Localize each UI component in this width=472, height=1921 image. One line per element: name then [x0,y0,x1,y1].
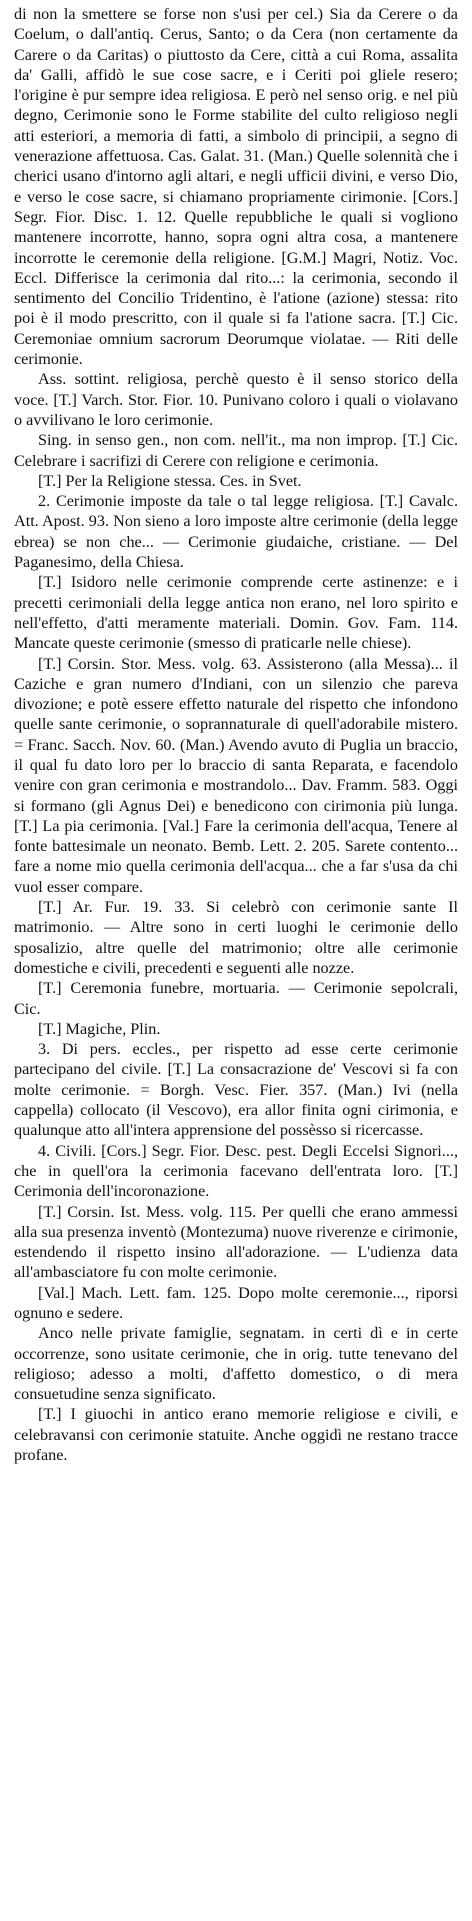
entry-paragraph-magiche: [T.] Magiche, Plin. [38,1019,161,1038]
entry-paragraph-sense-3: 3. Di pers. eccles., per rispetto ad esse certe cerimonie partecipano del civile. [T.] La consacrazione de' Vescovi si fa con molte cerimonie. = Borgh. Vesc. Fier. 357. (Man.) Ivi (nella cappella) collocato (il Vescovo), era allor finita ogni cirimonia, e qualunque atto all'intera apprensione del possèsso si ricercasse. [14,1040,458,1140]
entry-paragraph-corsin-stor: [T.] Corsin. Stor. Mess. volg. 63. Assisterono (alla Messa)... il Caziche e gran numero d'Indiani, con un silenzio che pareva divozione; e potè essere effetto naturale del rispetto che infondono quelle sante cerimonie, o soprannaturale di quell'adorabile mistero. = Franc. Sacch. Nov. 60. (Man.) Avendo avuto di Puglia un braccio, il qual fu dato loro per lo braccio di santa Reparata, e facendolo venire con gran cerimonia e mostrandolo... Dav. Framm. 583. Oggi si formano (gli Agnus Dei) e benedicono con cirimonia più lunga. [T.] La pia cerimonia. [Val.] Fare la cerimonia dell'acqua, Tenere al fonte battesimale un neonato. Bemb. Lett. 2. 205. Sarete contento... fare a nome mio quella cerimonia dell'acqua... che a far s'usa da chi vuol esser compare. [14,654,458,896]
entry-paragraph-sense-2: 2. Cerimonie imposte da tale o tal legge religiosa. [T.] Cavalc. Att. Apost. 93. Non sieno a loro imposte altre cerimonie (della legge ebrea) se non che... — Cerimonie giudaiche, cristiane. — Del Paganesimo, della Chiesa. [14,492,458,572]
entry-paragraph-giuochi: [T.] I giuochi in antico erano memorie religiose e civili, e celebravansi con cerimonie statuite. Anche oggidì ne restano tracce profane. [14,1405,458,1465]
entry-paragraph-ass-sottint: Ass. sottint. religiosa, perchè questo è il senso storico della voce. [T.] Varch. Stor. Fior. 10. Punivano coloro i quali o violavano o avvilivano le loro cerimonie. [14,370,458,429]
entry-paragraph-sing: Sing. in senso gen., non com. nell'it., ma non improp. [T.] Cic. Celebrare i sacrifizi di Cerere con religione e cerimonia. [14,431,458,470]
entry-paragraph-funebre: [T.] Ceremonia funebre, mortuaria. — Cerimonie sepolcrali, Cic. [14,979,458,1018]
entry-paragraph-ariosto: [T.] Ar. Fur. 19. 33. Si celebrò con cerimonie sante Il matrimonio. — Altre sono in certi luoghi le cerimonie dello sposalizio, altre quelle del matrimonio; oltre alle cerimonie domestiche e civili, precedenti e seguenti alle nozze. [14,898,458,977]
entry-paragraph-famiglie: Anco nelle private famiglie, segnatam. in certi dì e in certe occorrenze, sono usitate cerimonie, che in orig. tutte tenevano del religioso; adesso a molti, d'affetto domestico, o di mera consuetudine senza significato. [14,1324,458,1404]
entry-paragraph-isidoro: [T.] Isidoro nelle cerimonie comprende certe astinenze: e i precetti cerimoniali della legge antica non erano, nel loro spirito e nell'effetto, d'atti meramente materiali. Domin. Gov. Fam. 114. Mancate queste cerimonie (smesso di praticarle nelle chiese). [14,573,458,653]
entry-paragraph-montezuma: [T.] Corsin. Ist. Mess. volg. 115. Per quelli che erano ammessi alla sua presenza inventò (Montezuma) nuove riverenze e cirimonie, estendendo il rispetto insino all'adorazione. — L'udienza data all'ambasciatore fu con molte cerimonie. [14,1202,458,1282]
entry-paragraph-mach-lett: [Val.] Mach. Lett. fam. 125. Dopo molte ceremonie..., riporsi ognuno e sedere. [14,1283,458,1322]
entry-paragraph-sense-4: 4. Civili. [Cors.] Segr. Fior. Desc. pest. Degli Eccelsi Signori..., che in quell'ora la cerimonia facevano dell'entrata loro. [T.] Cerimonia dell'incoronazione. [14,1141,458,1201]
entry-paragraph-religione: [T.] Per la Religione stessa. Ces. in Svet. [38,471,302,490]
entry-paragraph-intro: di non la smettere se forse non s'usi per cel.) Sia da Cerere o da Coelum, o dall'antiq. Cerus, Santo; o da Cera (non certamente da Carere o da Caritas) o piuttosto da Cere, città a cui Roma, assalita da' Galli, affidò le sue cose sacre, e i Ceriti poi gliele resero; l'origine è pur sempre idea religiosa. E però nel senso orig. e nel più degno, Cerimonie sono le Forme stabilite del culto religioso negli atti esteriori, a memoria di fatti, a simbolo di principii, a segno di venerazione affettuosa. Cas. Galat. 31. (Man.) Quelle solennità che i cherici usano d'intorno agli altari, e negli ufficii divini, e verso Dio, e verso le cose sacre, si chiamano propriamente cirimonie. [Cors.] Segr. Fior. Disc. 1. 12. Quelle repubbliche le quali si vogliono mantenere incorrotte, hanno, sopra ogni altra cosa, a mantenere incorrotte le ceremonie della religione. [G.M.] Magri, Notiz. Voc. Eccl. Differisce la cerimonia dal rito...: la cerimonia, secondo il sentimento del Concilio Tridentino, è l'atione (azione) stessa: rito poi è il modo prescritto, con il quale si fa l'atione sacra. [T.] Cic. Ceremoniae omnium sacrorum Deorumque violatae. — Riti delle cerimonie. [14,5,458,369]
